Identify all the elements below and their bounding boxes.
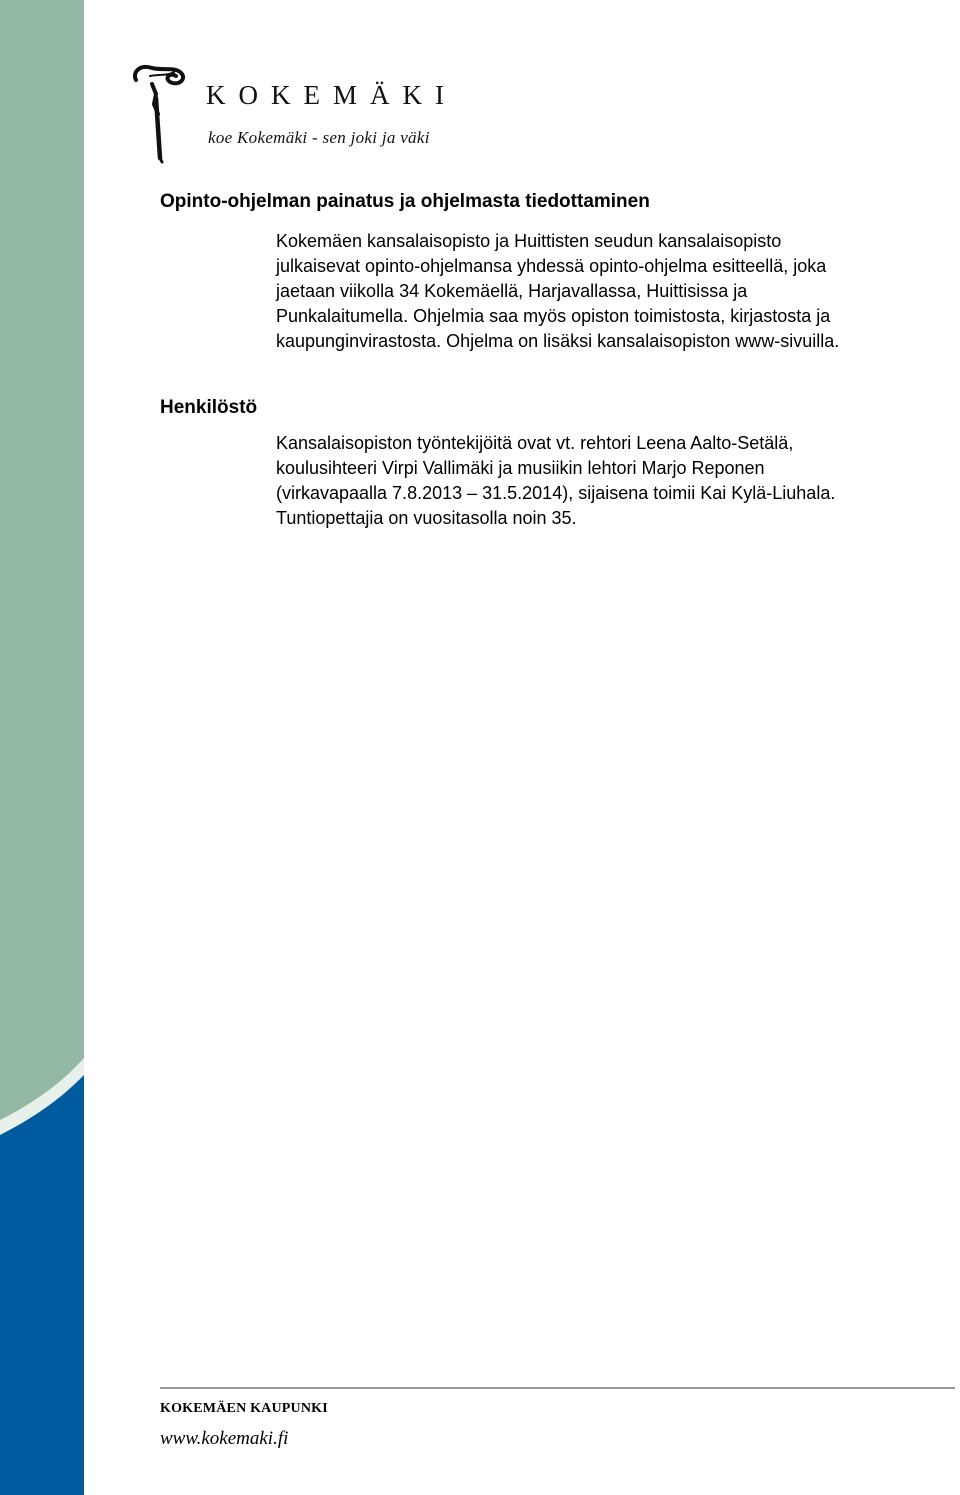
paragraph-line: Punkalaitumella. Ohjelmia saa myös opiston toimistosta, kirjastosta ja <box>276 306 831 326</box>
paragraph-line: Kansalaisopiston työntekijöitä ovat vt. rehtori Leena Aalto-Setälä, <box>276 433 794 453</box>
paragraph-line: Tuntiopettajia on vuositasolla noin 35. <box>276 508 577 528</box>
paragraph-line: jaetaan viikolla 34 Kokemäellä, Harjavallassa, Huittisissa ja <box>276 281 748 301</box>
brand-name: KOKEMÄKI <box>206 80 457 110</box>
brand-tagline: koe Kokemäki - sen joki ja väki <box>208 128 430 147</box>
section-heading-printing: Opinto-ohjelman painatus ja ohjelmasta tiedottaminen <box>160 191 650 212</box>
paragraph-line: (virkavapaalla 7.8.2013 – 31.5.2014), sijaisena toimii Kai Kylä-Liuhala. <box>276 483 836 503</box>
decorative-sidebar <box>0 0 84 1495</box>
paragraph-line: Kokemäen kansalaisopisto ja Huittisten seudun kansalaisopisto <box>276 231 782 251</box>
staff-emblem-icon <box>135 67 183 162</box>
paragraph-line: julkaisevat opinto-ohjelmansa yhdessä opinto-ohjelma esitteellä, joka <box>276 256 827 276</box>
paragraph-line: koulusihteeri Virpi Vallimäki ja musiikin lehtori Marjo Reponen <box>276 458 765 478</box>
footer-divider <box>160 1387 955 1389</box>
footer-website-link[interactable]: www.kokemaki.fi <box>160 1428 289 1449</box>
section-paragraph-staff <box>276 431 946 531</box>
footer-organization: KOKEMÄEN KAUPUNKI <box>160 1401 328 1416</box>
paragraph-line: kaupunginvirastosta. Ohjelma on lisäksi kansalaisopiston www-sivuilla. <box>276 331 840 351</box>
logo-emblem <box>130 58 490 168</box>
sidebar-blue-band <box>0 1075 84 1495</box>
section-paragraph-printing <box>276 229 946 354</box>
section-heading-staff: Henkilöstö <box>160 397 258 418</box>
